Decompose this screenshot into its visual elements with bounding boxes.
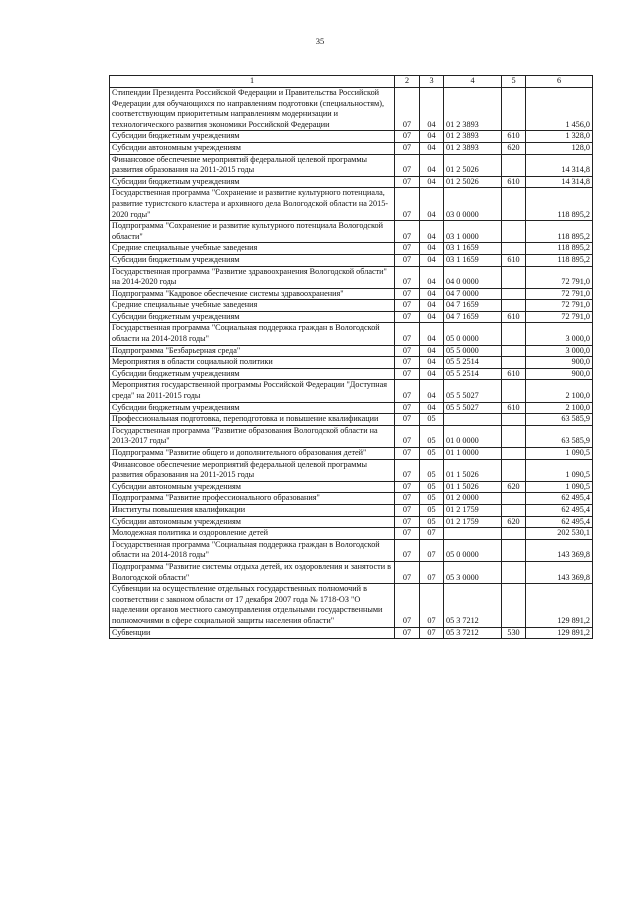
expense-type-cell: 530 xyxy=(502,627,526,639)
row-name-cell: Молодежная политика и оздоровление детей xyxy=(110,528,395,540)
section-code-cell: 07 xyxy=(395,493,420,505)
row-name-cell: Субсидии бюджетным учреждениям xyxy=(110,311,395,323)
row-name-cell: Государственная программа "Социальная поддержка граждан в Вологодской области на 2014-2018 годы" xyxy=(110,539,395,561)
target-article-cell xyxy=(444,528,502,540)
expense-type-cell xyxy=(502,414,526,426)
amount-cell: 1 456,0 xyxy=(526,88,593,131)
target-article-cell: 01 2 1759 xyxy=(444,504,502,516)
target-article-cell: 05 3 7212 xyxy=(444,627,502,639)
target-article-cell: 05 3 0000 xyxy=(444,561,502,583)
table-row xyxy=(110,380,593,402)
row-name-cell: Субсидии бюджетным учреждениям xyxy=(110,254,395,266)
row-name-cell: Субсидии бюджетным учреждениям xyxy=(110,176,395,188)
expense-type-cell: 610 xyxy=(502,311,526,323)
subsection-code-cell: 04 xyxy=(420,345,444,357)
expense-type-cell xyxy=(502,221,526,243)
subsection-code-cell: 05 xyxy=(420,414,444,426)
target-article-cell: 03 1 1659 xyxy=(444,254,502,266)
amount-cell: 1 090,5 xyxy=(526,481,593,493)
expense-type-cell: 610 xyxy=(502,402,526,414)
section-code-cell: 07 xyxy=(395,584,420,627)
subsection-code-cell: 05 xyxy=(420,459,444,481)
subsection-code-cell: 04 xyxy=(420,357,444,369)
target-article-cell: 05 3 7212 xyxy=(444,584,502,627)
expense-type-cell xyxy=(502,300,526,312)
expense-type-cell xyxy=(502,345,526,357)
target-article-cell: 01 2 5026 xyxy=(444,154,502,176)
subsection-code-cell: 04 xyxy=(420,221,444,243)
row-name-cell: Субвенции на осуществление отдельных государственных полномочий в соответствии с законом области от 17 декабря 2007 года № 1718-ОЗ "О наделении органов местного самоуправления отдельными государственными полномочиями в сфере социальной защиты населения области" xyxy=(110,584,395,627)
subsection-code-cell: 05 xyxy=(420,448,444,460)
section-code-cell: 07 xyxy=(395,88,420,131)
header-col-2: 2 xyxy=(395,76,420,88)
table-row xyxy=(110,345,593,357)
expense-type-cell xyxy=(502,380,526,402)
section-code-cell: 07 xyxy=(395,459,420,481)
row-name-cell: Субсидии бюджетным учреждениям xyxy=(110,368,395,380)
table-row xyxy=(110,88,593,131)
target-article-cell: 01 2 3893 xyxy=(444,88,502,131)
table-row xyxy=(110,493,593,505)
row-name-cell: Субсидии бюджетным учреждениям xyxy=(110,402,395,414)
expense-type-cell: 610 xyxy=(502,176,526,188)
expense-type-cell: 620 xyxy=(502,516,526,528)
target-article-cell: 04 7 1659 xyxy=(444,311,502,323)
target-article-cell: 03 1 1659 xyxy=(444,243,502,255)
amount-cell: 62 495,4 xyxy=(526,493,593,505)
target-article-cell: 01 1 5026 xyxy=(444,481,502,493)
section-code-cell: 07 xyxy=(395,528,420,540)
row-name-cell: Средние специальные учебные заведения xyxy=(110,243,395,255)
expense-type-cell: 620 xyxy=(502,142,526,154)
row-name-cell: Финансовое обеспечение мероприятий федеральной целевой программы развития образования на 2011-2015 годы xyxy=(110,459,395,481)
expense-type-cell xyxy=(502,266,526,288)
expense-type-cell: 610 xyxy=(502,254,526,266)
expense-type-cell xyxy=(502,323,526,345)
section-code-cell: 07 xyxy=(395,300,420,312)
table-row xyxy=(110,221,593,243)
amount-cell: 3 000,0 xyxy=(526,345,593,357)
amount-cell: 143 369,8 xyxy=(526,561,593,583)
target-article-cell: 04 7 1659 xyxy=(444,300,502,312)
table-row xyxy=(110,448,593,460)
amount-cell: 118 895,2 xyxy=(526,221,593,243)
section-code-cell: 07 xyxy=(395,481,420,493)
section-code-cell: 07 xyxy=(395,188,420,221)
subsection-code-cell: 04 xyxy=(420,402,444,414)
section-code-cell: 07 xyxy=(395,323,420,345)
amount-cell: 2 100,0 xyxy=(526,380,593,402)
amount-cell: 128,0 xyxy=(526,142,593,154)
target-article-cell: 04 7 0000 xyxy=(444,288,502,300)
target-article-cell: 05 5 2514 xyxy=(444,368,502,380)
section-code-cell: 07 xyxy=(395,311,420,323)
target-article-cell: 03 1 0000 xyxy=(444,221,502,243)
row-name-cell: Институты повышения квалификации xyxy=(110,504,395,516)
section-code-cell: 07 xyxy=(395,402,420,414)
expense-type-cell xyxy=(502,243,526,255)
subsection-code-cell: 04 xyxy=(420,131,444,143)
row-name-cell: Государственная программа "Развитие здравоохранения Вологодской области" на 2014-2020 годы xyxy=(110,266,395,288)
expense-type-cell xyxy=(502,561,526,583)
subsection-code-cell: 07 xyxy=(420,528,444,540)
subsection-code-cell: 04 xyxy=(420,88,444,131)
section-code-cell: 07 xyxy=(395,254,420,266)
expense-type-cell xyxy=(502,539,526,561)
amount-cell: 14 314,8 xyxy=(526,154,593,176)
target-article-cell: 01 2 1759 xyxy=(444,516,502,528)
subsection-code-cell: 05 xyxy=(420,481,444,493)
subsection-code-cell: 04 xyxy=(420,311,444,323)
budget-table xyxy=(109,75,593,639)
amount-cell: 63 585,9 xyxy=(526,425,593,447)
target-article-cell: 05 0 0000 xyxy=(444,323,502,345)
row-name-cell: Субсидии автономным учреждениям xyxy=(110,142,395,154)
expense-type-cell xyxy=(502,584,526,627)
table-row xyxy=(110,504,593,516)
amount-cell: 72 791,0 xyxy=(526,300,593,312)
target-article-cell: 05 5 2514 xyxy=(444,357,502,369)
amount-cell: 63 585,9 xyxy=(526,414,593,426)
amount-cell: 3 000,0 xyxy=(526,323,593,345)
header-col-3: 3 xyxy=(420,76,444,88)
table-row xyxy=(110,300,593,312)
subsection-code-cell: 04 xyxy=(420,380,444,402)
table-row xyxy=(110,243,593,255)
table-row xyxy=(110,254,593,266)
amount-cell: 1 090,5 xyxy=(526,459,593,481)
amount-cell: 14 314,8 xyxy=(526,176,593,188)
amount-cell: 72 791,0 xyxy=(526,311,593,323)
section-code-cell: 07 xyxy=(395,368,420,380)
section-code-cell: 07 xyxy=(395,142,420,154)
expense-type-cell xyxy=(502,288,526,300)
section-code-cell: 07 xyxy=(395,380,420,402)
target-article-cell: 01 2 3893 xyxy=(444,131,502,143)
expense-type-cell xyxy=(502,459,526,481)
row-name-cell: Мероприятия в области социальной политики xyxy=(110,357,395,369)
row-name-cell: Подпрограмма "Сохранение и развитие культурного потенциала Вологодской области" xyxy=(110,221,395,243)
amount-cell: 1 328,0 xyxy=(526,131,593,143)
subsection-code-cell: 04 xyxy=(420,142,444,154)
section-code-cell: 07 xyxy=(395,131,420,143)
row-name-cell: Государственная программа "Сохранение и развитие культурного потенциала, развитие туристского кластера и архивного дела Вологодской области на 2015-2020 годы" xyxy=(110,188,395,221)
table-row xyxy=(110,176,593,188)
section-code-cell: 07 xyxy=(395,266,420,288)
table-row xyxy=(110,627,593,639)
amount-cell: 2 100,0 xyxy=(526,402,593,414)
header-col-6: 6 xyxy=(526,76,593,88)
table-row xyxy=(110,481,593,493)
section-code-cell: 07 xyxy=(395,539,420,561)
expense-type-cell: 610 xyxy=(502,131,526,143)
amount-cell: 62 495,4 xyxy=(526,504,593,516)
section-code-cell: 07 xyxy=(395,243,420,255)
subsection-code-cell: 05 xyxy=(420,504,444,516)
subsection-code-cell: 07 xyxy=(420,584,444,627)
section-code-cell: 07 xyxy=(395,425,420,447)
target-article-cell: 05 5 5027 xyxy=(444,402,502,414)
expense-type-cell xyxy=(502,188,526,221)
subsection-code-cell: 04 xyxy=(420,188,444,221)
table-row xyxy=(110,459,593,481)
subsection-code-cell: 04 xyxy=(420,254,444,266)
section-code-cell: 07 xyxy=(395,504,420,516)
section-code-cell: 07 xyxy=(395,561,420,583)
table-row xyxy=(110,266,593,288)
target-article-cell: 05 5 5027 xyxy=(444,380,502,402)
target-article-cell: 01 1 0000 xyxy=(444,448,502,460)
row-name-cell: Средние специальные учебные заведения xyxy=(110,300,395,312)
table-row xyxy=(110,188,593,221)
amount-cell: 900,0 xyxy=(526,357,593,369)
target-article-cell: 05 0 0000 xyxy=(444,539,502,561)
amount-cell: 118 895,2 xyxy=(526,254,593,266)
subsection-code-cell: 04 xyxy=(420,243,444,255)
page-number: 35 xyxy=(315,36,325,46)
expense-type-cell xyxy=(502,493,526,505)
row-name-cell: Субсидии автономным учреждениям xyxy=(110,481,395,493)
row-name-cell: Профессиональная подготовка, переподготовка и повышение квалификации xyxy=(110,414,395,426)
amount-cell: 143 369,8 xyxy=(526,539,593,561)
header-col-4: 4 xyxy=(444,76,502,88)
target-article-cell: 01 2 5026 xyxy=(444,176,502,188)
table-row xyxy=(110,539,593,561)
amount-cell: 118 895,2 xyxy=(526,188,593,221)
subsection-code-cell: 04 xyxy=(420,266,444,288)
table-row xyxy=(110,402,593,414)
table-body xyxy=(110,88,593,639)
amount-cell: 62 495,4 xyxy=(526,516,593,528)
amount-cell: 129 891,2 xyxy=(526,584,593,627)
row-name-cell: Субсидии автономным учреждениям xyxy=(110,516,395,528)
row-name-cell: Государственная программа "Социальная поддержка граждан в Вологодской области на 2014-2018 годы" xyxy=(110,323,395,345)
expense-type-cell: 620 xyxy=(502,481,526,493)
section-code-cell: 07 xyxy=(395,516,420,528)
section-code-cell: 07 xyxy=(395,448,420,460)
subsection-code-cell: 05 xyxy=(420,493,444,505)
amount-cell: 1 090,5 xyxy=(526,448,593,460)
amount-cell: 202 530,1 xyxy=(526,528,593,540)
target-article-cell: 03 0 0000 xyxy=(444,188,502,221)
row-name-cell: Финансовое обеспечение мероприятий федеральной целевой программы развития образования на 2011-2015 годы xyxy=(110,154,395,176)
subsection-code-cell: 04 xyxy=(420,154,444,176)
subsection-code-cell: 05 xyxy=(420,425,444,447)
expense-type-cell xyxy=(502,528,526,540)
table-row xyxy=(110,323,593,345)
section-code-cell: 07 xyxy=(395,176,420,188)
row-name-cell: Подпрограмма "Безбарьерная среда" xyxy=(110,345,395,357)
subsection-code-cell: 07 xyxy=(420,539,444,561)
amount-cell: 72 791,0 xyxy=(526,266,593,288)
target-article-cell xyxy=(444,414,502,426)
target-article-cell: 01 0 0000 xyxy=(444,425,502,447)
row-name-cell: Субсидии бюджетным учреждениям xyxy=(110,131,395,143)
expense-type-cell xyxy=(502,425,526,447)
row-name-cell: Субвенции xyxy=(110,627,395,639)
target-article-cell: 01 2 3893 xyxy=(444,142,502,154)
expense-type-cell xyxy=(502,448,526,460)
subsection-code-cell: 04 xyxy=(420,368,444,380)
table-row xyxy=(110,131,593,143)
amount-cell: 118 895,2 xyxy=(526,243,593,255)
table-row xyxy=(110,142,593,154)
header-col-1: 1 xyxy=(110,76,395,88)
table-row xyxy=(110,528,593,540)
section-code-cell: 07 xyxy=(395,154,420,176)
row-name-cell: Мероприятия государственной программы Российской Федерации "Доступная среда" на 2011-2015 годы xyxy=(110,380,395,402)
header-col-5: 5 xyxy=(502,76,526,88)
row-name-cell: Подпрограмма "Развитие общего и дополнительного образования детей" xyxy=(110,448,395,460)
table-row xyxy=(110,425,593,447)
table-row xyxy=(110,311,593,323)
expense-type-cell xyxy=(502,88,526,131)
subsection-code-cell: 04 xyxy=(420,176,444,188)
table-row xyxy=(110,584,593,627)
section-code-cell: 07 xyxy=(395,357,420,369)
subsection-code-cell: 05 xyxy=(420,516,444,528)
target-article-cell: 05 5 0000 xyxy=(444,345,502,357)
table-row xyxy=(110,357,593,369)
target-article-cell: 01 2 0000 xyxy=(444,493,502,505)
section-code-cell: 07 xyxy=(395,345,420,357)
target-article-cell: 04 0 0000 xyxy=(444,266,502,288)
row-name-cell: Стипендии Президента Российской Федерации и Правительства Российской Федерации для обучающихся по направлениям подготовки (специальностям), соответствующим приоритетным направлениям модернизации и технологического развития экономики Российской Федерации xyxy=(110,88,395,131)
subsection-code-cell: 07 xyxy=(420,561,444,583)
table-row xyxy=(110,414,593,426)
expense-type-cell xyxy=(502,154,526,176)
subsection-code-cell: 04 xyxy=(420,300,444,312)
table-row xyxy=(110,516,593,528)
row-name-cell: Подпрограмма "Кадровое обеспечение системы здравоохранения" xyxy=(110,288,395,300)
section-code-cell: 07 xyxy=(395,221,420,243)
table-row xyxy=(110,288,593,300)
table-row xyxy=(110,368,593,380)
subsection-code-cell: 04 xyxy=(420,323,444,345)
amount-cell: 900,0 xyxy=(526,368,593,380)
row-name-cell: Подпрограмма "Развитие системы отдыха детей, их оздоровления и занятости в Вологодской области" xyxy=(110,561,395,583)
amount-cell: 72 791,0 xyxy=(526,288,593,300)
row-name-cell: Подпрограмма "Развитие профессионального образования" xyxy=(110,493,395,505)
table-row xyxy=(110,561,593,583)
expense-type-cell xyxy=(502,357,526,369)
section-code-cell: 07 xyxy=(395,288,420,300)
subsection-code-cell: 07 xyxy=(420,627,444,639)
amount-cell: 129 891,2 xyxy=(526,627,593,639)
expense-type-cell: 610 xyxy=(502,368,526,380)
table-row xyxy=(110,154,593,176)
subsection-code-cell: 04 xyxy=(420,288,444,300)
section-code-cell: 07 xyxy=(395,627,420,639)
table-header-row xyxy=(110,76,593,88)
expense-type-cell xyxy=(502,504,526,516)
section-code-cell: 07 xyxy=(395,414,420,426)
row-name-cell: Государственная программа "Развитие образования Вологодской области на 2013-2017 годы" xyxy=(110,425,395,447)
target-article-cell: 01 1 5026 xyxy=(444,459,502,481)
